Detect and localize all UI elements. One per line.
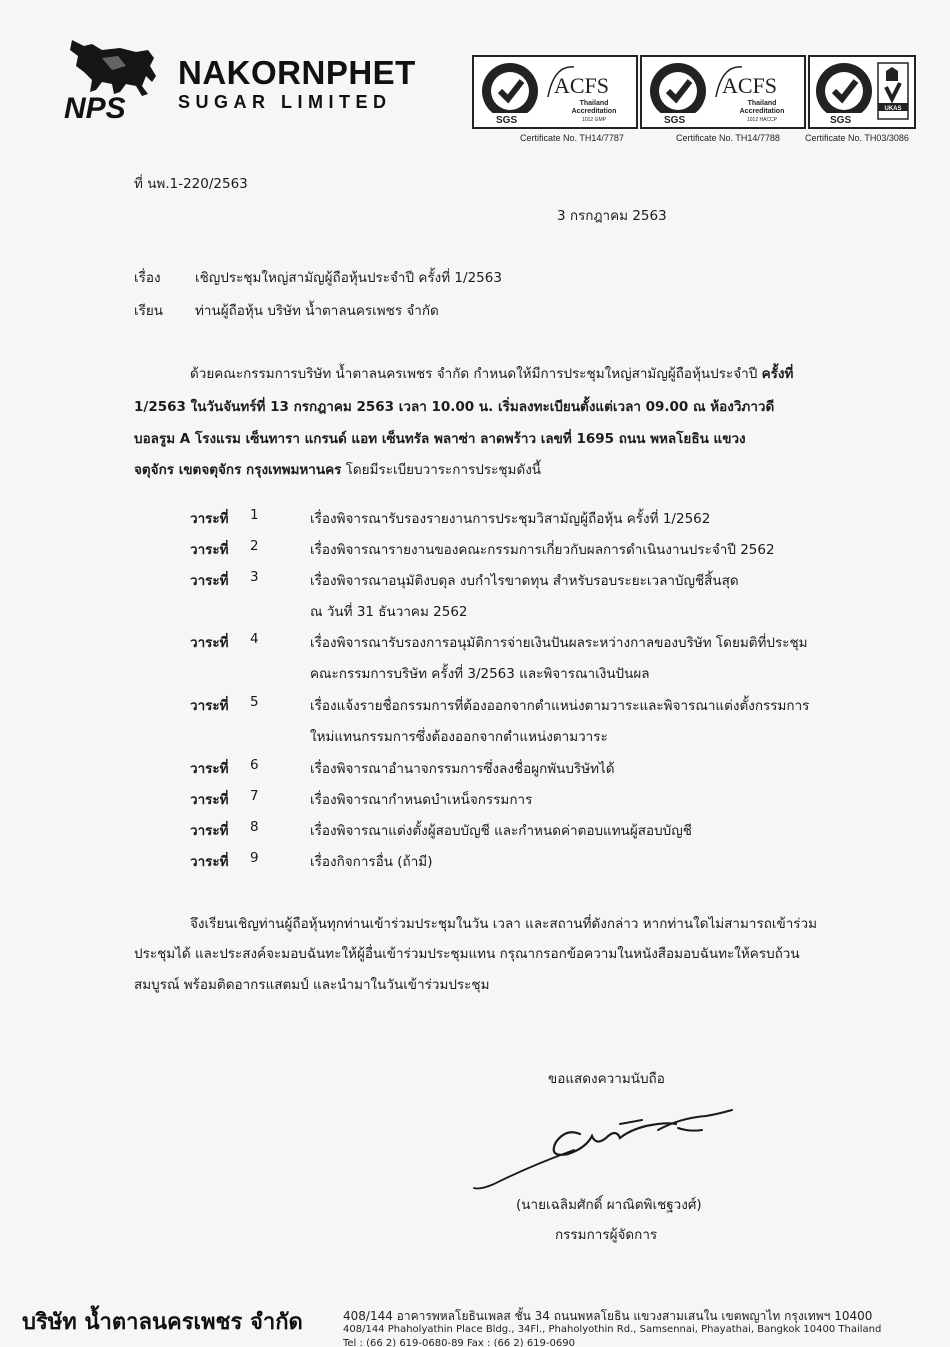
regards-text: ขอแสดงความนับถือ xyxy=(548,1071,665,1087)
brand-name: NAKORNPHET xyxy=(178,54,416,91)
certificate-3 xyxy=(808,55,916,129)
agenda-label: วาระที่ xyxy=(190,635,229,651)
agenda-text: เรื่องพิจารณารับรองการอนุมัติการจ่ายเงินปันผลระหว่างกาลของบริษัท โดยมติที่ประชุม xyxy=(310,635,808,651)
agenda-label: วาระที่ xyxy=(190,854,229,870)
certificate-3-number: Certificate No. TH03/3086 xyxy=(805,133,909,143)
svg-text:Accreditation: Accreditation xyxy=(571,108,617,115)
agenda-text: เรื่องพิจารณาแต่งตั้งผู้สอบบัญชี และกำหนดค่าตอบแทนผู้สอบบัญชี xyxy=(310,823,692,839)
agenda-label: วาระที่ xyxy=(190,511,229,527)
certificate-2 xyxy=(640,55,806,129)
footer-company-name: บริษัท น้ำตาลนครเพชร จำกัด xyxy=(22,1310,303,1335)
svg-text:Accreditation: Accreditation xyxy=(739,108,785,115)
agenda-text: เรื่องพิจารณาอนุมัติงบดุล งบกำไรขาดทุน สำหรับรอบระยะเวลาบัญชีสิ้นสุด xyxy=(310,573,739,589)
brand-subtitle: SUGAR LIMITED xyxy=(178,92,392,112)
logo-text: NPS xyxy=(64,92,126,122)
svg-text:Thailand: Thailand xyxy=(579,100,609,107)
agenda-number: 1 xyxy=(250,507,259,523)
agenda-number: 6 xyxy=(250,757,259,773)
agenda-label: วาระที่ xyxy=(190,823,229,839)
svg-text:Thailand: Thailand xyxy=(747,100,777,107)
svg-text:SGS: SGS xyxy=(496,115,518,126)
svg-text:1012 HACCP: 1012 HACCP xyxy=(746,117,778,123)
agenda-number: 3 xyxy=(250,569,259,585)
footer-address-english: 408/144 Phaholyathin Place Bldg., 34Fl., Phaholyothin Rd., Samsennai, Phayathai, Bangkok 10400 Thailand xyxy=(343,1324,882,1335)
signer-title: กรรมการผู้จัดการ xyxy=(555,1227,658,1243)
reference-number: ที่ นพ.1-220/2563 xyxy=(134,176,248,192)
closing-line-2: ประชุมได้ และประสงค์จะมอบฉันทะให้ผู้อื่นเข้าร่วมประชุมแทน กรุณากรอกข้อความในหนังสือมอบฉันทะให้ครบถ้วน xyxy=(134,946,800,962)
agenda-text: เรื่องพิจารณากำหนดบำเหน็จกรรมการ xyxy=(310,792,533,808)
brand-block xyxy=(178,56,416,113)
subject-text: เชิญประชุมใหญ่สามัญผู้ถือหุ้นประจำปี ครั้งที่ 1/2563 xyxy=(195,270,502,286)
sgs-check-icon xyxy=(474,57,636,127)
closing-line-3: สมบูรณ์ พร้อมติดอากรแสตมป์ และนำมาในวันเข้าร่วมประชุม xyxy=(134,977,490,993)
svg-text:SGS: SGS xyxy=(830,115,852,126)
sgs-ukas-icon xyxy=(810,57,914,127)
agenda-text: ใหม่แทนกรรมการซึ่งต้องออกจากตำแหน่งตามวาระ xyxy=(310,729,608,745)
agenda-label: วาระที่ xyxy=(190,792,229,808)
nps-bull-logo-icon xyxy=(62,36,172,122)
intro-line-2: 1/2563 ในวันจันทร์ที่ 13 กรกฎาคม 2563 เวลา 10.00 น. เริ่มลงทะเบียนตั้งแต่เวลา 09.00 ณ ห้องวิภาวดี xyxy=(134,399,775,415)
svg-text:1012 GMP: 1012 GMP xyxy=(582,117,606,123)
agenda-number: 2 xyxy=(250,538,259,554)
intro-line-4-bold: จตุจักร เขตจตุจักร กรุงเทพมหานคร xyxy=(134,462,342,478)
footer-address-thai: 408/144 อาคารพหลโยธินเพลส ชั้น 34 ถนนพหลโยธิน แขวงสามเสนใน เขตพญาไท กรุงเทพฯ 10400 xyxy=(343,1309,873,1323)
agenda-number: 8 xyxy=(250,819,259,835)
recipient-label: เรียน xyxy=(134,303,164,319)
svg-text:ACFS: ACFS xyxy=(722,73,778,98)
letter-date: 3 กรกฎาคม 2563 xyxy=(557,208,667,224)
agenda-label: วาระที่ xyxy=(190,573,229,589)
recipient-text: ท่านผู้ถือหุ้น บริษัท น้ำตาลนครเพชร จำกัด xyxy=(195,303,439,319)
agenda-text: เรื่องพิจารณาอำนาจกรรมการซึ่งลงชื่อผูกพันบริษัทได้ xyxy=(310,761,615,777)
certificate-1 xyxy=(472,55,638,129)
footer-contact: Tel : (66 2) 619-0680-89 Fax : (66 2) 619-0690 xyxy=(343,1338,575,1347)
subject-label: เรื่อง xyxy=(134,270,161,286)
agenda-text: เรื่องกิจการอื่น (ถ้ามี) xyxy=(310,854,433,870)
certificate-1-number: Certificate No. TH14/7787 xyxy=(520,133,624,143)
agenda-number: 5 xyxy=(250,694,259,710)
agenda-label: วาระที่ xyxy=(190,542,229,558)
signature-icon xyxy=(470,1102,740,1192)
agenda-number: 9 xyxy=(250,850,259,866)
agenda-label: วาระที่ xyxy=(190,698,229,714)
agenda-number: 7 xyxy=(250,788,259,804)
intro-line-4-normal: โดยมีระเบียบวาระการประชุมดังนี้ xyxy=(341,462,542,478)
svg-text:ACFS: ACFS xyxy=(554,73,610,98)
intro-line-1-normal: ด้วยคณะกรรมการบริษัท น้ำตาลนครเพชร จำกัด กำหนดให้มีการประชุมใหญ่สามัญผู้ถือหุ้นประจำปี xyxy=(190,366,762,382)
intro-line-1-bold: ครั้งที่ xyxy=(761,366,794,382)
signer-name: (นายเฉลิมศักดิ์ ผาณิตพิเชฐวงศ์) xyxy=(516,1197,702,1213)
certificate-2-number: Certificate No. TH14/7788 xyxy=(676,133,780,143)
svg-text:SGS: SGS xyxy=(664,115,686,126)
intro-line-3: บอลรูม A โรงแรม เซ็นทารา แกรนด์ แอท เซ็นทรัล พลาซ่า ลาดพร้าว เลขที่ 1695 ถนน พหลโยธิน แขวง xyxy=(134,431,746,447)
agenda-text: เรื่องพิจารณารายงานของคณะกรรมการเกี่ยวกับผลการดำเนินงานประจำปี 2562 xyxy=(310,542,775,558)
svg-text:UKAS: UKAS xyxy=(884,106,902,112)
certification-logos xyxy=(470,55,920,145)
agenda-text: ณ วันที่ 31 ธันวาคม 2562 xyxy=(310,604,468,620)
agenda-number: 4 xyxy=(250,631,259,647)
agenda-text: เรื่องแจ้งรายชื่อกรรมการที่ต้องออกจากตำแหน่งตามวาระและพิจารณาแต่งตั้งกรรมการ xyxy=(310,698,810,714)
intro-line-1 xyxy=(190,362,793,384)
closing-line-1: จึงเรียนเชิญท่านผู้ถือหุ้นทุกท่านเข้าร่วมประชุมในวัน เวลา และสถานที่ดังกล่าว หากท่านใดไม่สามารถเข้าร่วม xyxy=(190,916,818,932)
agenda-text: เรื่องพิจารณารับรองรายงานการประชุมวิสามัญผู้ถือหุ้น ครั้งที่ 1/2562 xyxy=(310,511,711,527)
sgs-check-icon xyxy=(642,57,804,127)
agenda-label: วาระที่ xyxy=(190,761,229,777)
intro-line-4 xyxy=(134,458,541,480)
agenda-text: คณะกรรมการบริษัท ครั้งที่ 3/2563 และพิจารณาเงินปันผล xyxy=(310,666,650,682)
